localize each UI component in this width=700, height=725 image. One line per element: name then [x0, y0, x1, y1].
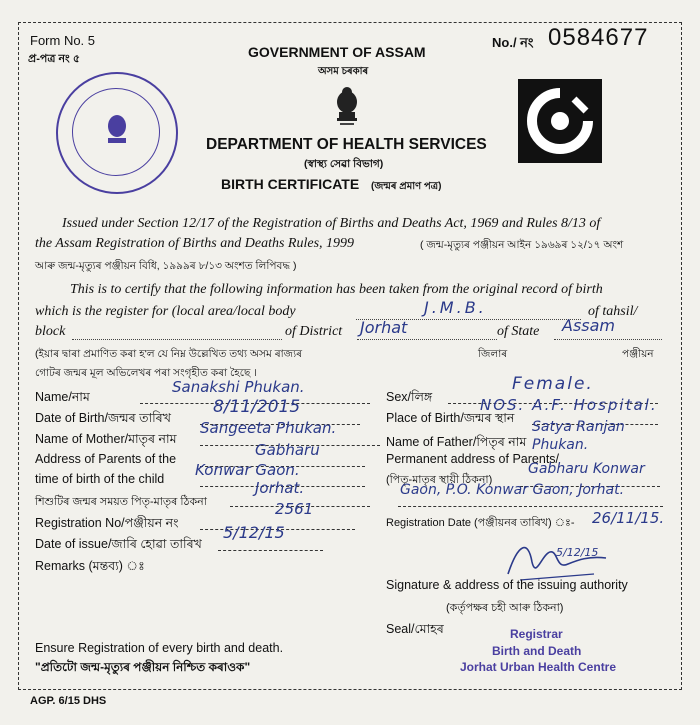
stamp-emblem-icon [102, 110, 132, 148]
intro-line-7b-local: জিলাৰ [478, 348, 508, 360]
health-logo-icon [518, 79, 602, 163]
permanent-address-value-2: Gaon, P.O. Konwar Gaon, Jorhat. [400, 482, 625, 498]
registration-date-value: 26/11/15. [592, 509, 665, 527]
seal-health-centre: Jorhat Urban Health Centre [460, 660, 617, 674]
mother-value: Sangeeta Phukan. [200, 419, 337, 437]
seal-label: Seal/মোহৰ [386, 622, 444, 636]
form-number: Form No. 5 [30, 33, 96, 48]
health-logo [518, 79, 602, 163]
state-value: Assam [562, 316, 616, 335]
signature-label: Signature & address of the issuing authority [386, 578, 628, 592]
department-title-local: (স্বাস্থ্য সেৱা বিভাগ) [304, 158, 384, 170]
issue-date-value: 5/12/15 [223, 523, 285, 542]
seal-birth-death: Birth and Death [492, 644, 582, 658]
intro-line-8-local: গোটৰ জন্মৰ মূল অভিলেখৰ পৰা সংগৃহীত কৰা হৈছে । [35, 367, 258, 379]
intro-line-2: the Assam Registration of Births and Deaths Rules, 1999 [35, 236, 355, 251]
intro-line-1: Issued under Section 12/17 of the Registration of Births and Deaths Act, 1969 and Rules 8/13 of [62, 216, 601, 231]
name-label: Name/নাম [35, 390, 90, 404]
mother-label: Name of Mother/মাতৃৰ নাম [35, 432, 177, 446]
certificate-number-label: No./ নং [492, 35, 534, 50]
certificate-title: BIRTH CERTIFICATE [221, 176, 360, 192]
signature-date: 5/12/15 [556, 546, 599, 559]
dob-label: Date of Birth/জন্মৰ তাৰিখ [35, 411, 171, 425]
permanent-address-label: Permanent address of Parents/ [386, 452, 560, 466]
issue-date-label: Date of issue/জাৰি হোৱা তাৰিখ [35, 537, 202, 551]
agp-code: AGP. 6/15 DHS [30, 695, 107, 707]
department-title: DEPARTMENT OF HEALTH SERVICES [206, 136, 487, 153]
father-value: Satya Ranjan Phukan. [532, 419, 625, 453]
registration-date-label: Registration Date (পঞ্জীয়নৰ তাৰিখ) ঃ- [386, 517, 575, 529]
stamp-text-hidden [12, 90, 13, 91]
place-of-birth-value: NOS. A.F. Hospital. [480, 396, 658, 414]
reg-no-value: 2561 [275, 500, 314, 518]
intro-line-7c-local: পঞ্জীয়ন [622, 348, 654, 360]
intro-line-2-local: ( জন্ম-মৃত্যুৰ পঞ্জীয়ন আইন ১৯৬৯ৰ ১২/১৭ অংশ [420, 239, 624, 251]
remarks-label: Remarks (মন্তব্য) ঃ [35, 559, 145, 573]
government-title-local: অসম চৰকাৰ [318, 66, 369, 77]
address-label-3: শিশুটিৰ জন্মৰ সময়ত পিতৃ-মাতৃৰ ঠিকনা [35, 496, 207, 508]
ensure-registration: Ensure Registration of every birth and death. [35, 641, 284, 655]
seal-registrar: Registrar [510, 627, 563, 641]
address-value-3: Jorhat. [255, 479, 305, 497]
dob-value: 8/11/2015 [213, 397, 301, 417]
permanent-address-label-local: (পিতৃ-মাতৃৰ স্থায়ী ঠিকনা) [386, 474, 493, 486]
intro-line-6b: of District [285, 324, 343, 339]
intro-line-7-local: (ইয়াৰ দ্বাৰা প্ৰমাণিত কৰা হ'ল যে নিম্ন উল্লেখিত তথ্য অসম ৰাজ্যৰ [35, 348, 303, 360]
intro-line-6c: of State [497, 324, 540, 339]
government-title: GOVERNMENT OF ASSAM [248, 44, 426, 60]
name-value: Sanakshi Phukan. [172, 378, 305, 396]
sex-label: Sex/লিঙ্গ [386, 390, 433, 404]
state-emblem-icon [330, 80, 364, 130]
father-label: Name of Father/পিতৃৰ নাম [386, 435, 527, 449]
place-of-birth-label: Place of Birth/জন্মৰ স্থান [386, 411, 515, 425]
local-body-value: J.M.B. [424, 298, 487, 317]
intro-line-6a: block [35, 324, 66, 339]
intro-line-5a: which is the register for (local area/local body [35, 304, 296, 319]
intro-line-3-local: আৰু জন্ম-মৃত্যুৰ পঞ্জীয়ন বিধি, ১৯৯৯ৰ ৮/১৩ অংশত লিপিবদ্ধ ) [35, 260, 297, 272]
permanent-address-value-1: Gabharu Konwar [528, 461, 645, 477]
intro-line-5b: of tahsil/ [588, 304, 638, 319]
reg-no-label: Registration No/পঞ্জীয়ন নং [35, 516, 179, 530]
ensure-registration-local: "প্ৰতিটো জন্ম-মৃত্যুৰ পঞ্জীয়ন নিশ্চিত কৰাওক" [35, 660, 251, 674]
signature-label-local: (কৰ্তৃপক্ষৰ চহী আৰু ঠিকনা) [446, 602, 564, 614]
registrar-stamp [56, 72, 178, 194]
sex-value: Female. [512, 374, 594, 394]
address-value-2: Konwar Gaon. [195, 461, 300, 479]
form-number-local: প্ৰ-পত্ৰ নং ৫ [28, 53, 80, 65]
address-value-1: Gabharu [255, 441, 320, 459]
intro-line-4: This is to certify that the following information has been taken from the original record of birth [70, 282, 603, 297]
address-label-1: Address of Parents of the [35, 452, 177, 466]
certificate-title-local: (জন্মৰ প্ৰমাণ পত্ৰ) [371, 181, 442, 192]
district-value: Jorhat [360, 318, 408, 337]
certificate-number: 0584677 [548, 24, 649, 51]
address-label-2: time of birth of the child [35, 472, 165, 486]
